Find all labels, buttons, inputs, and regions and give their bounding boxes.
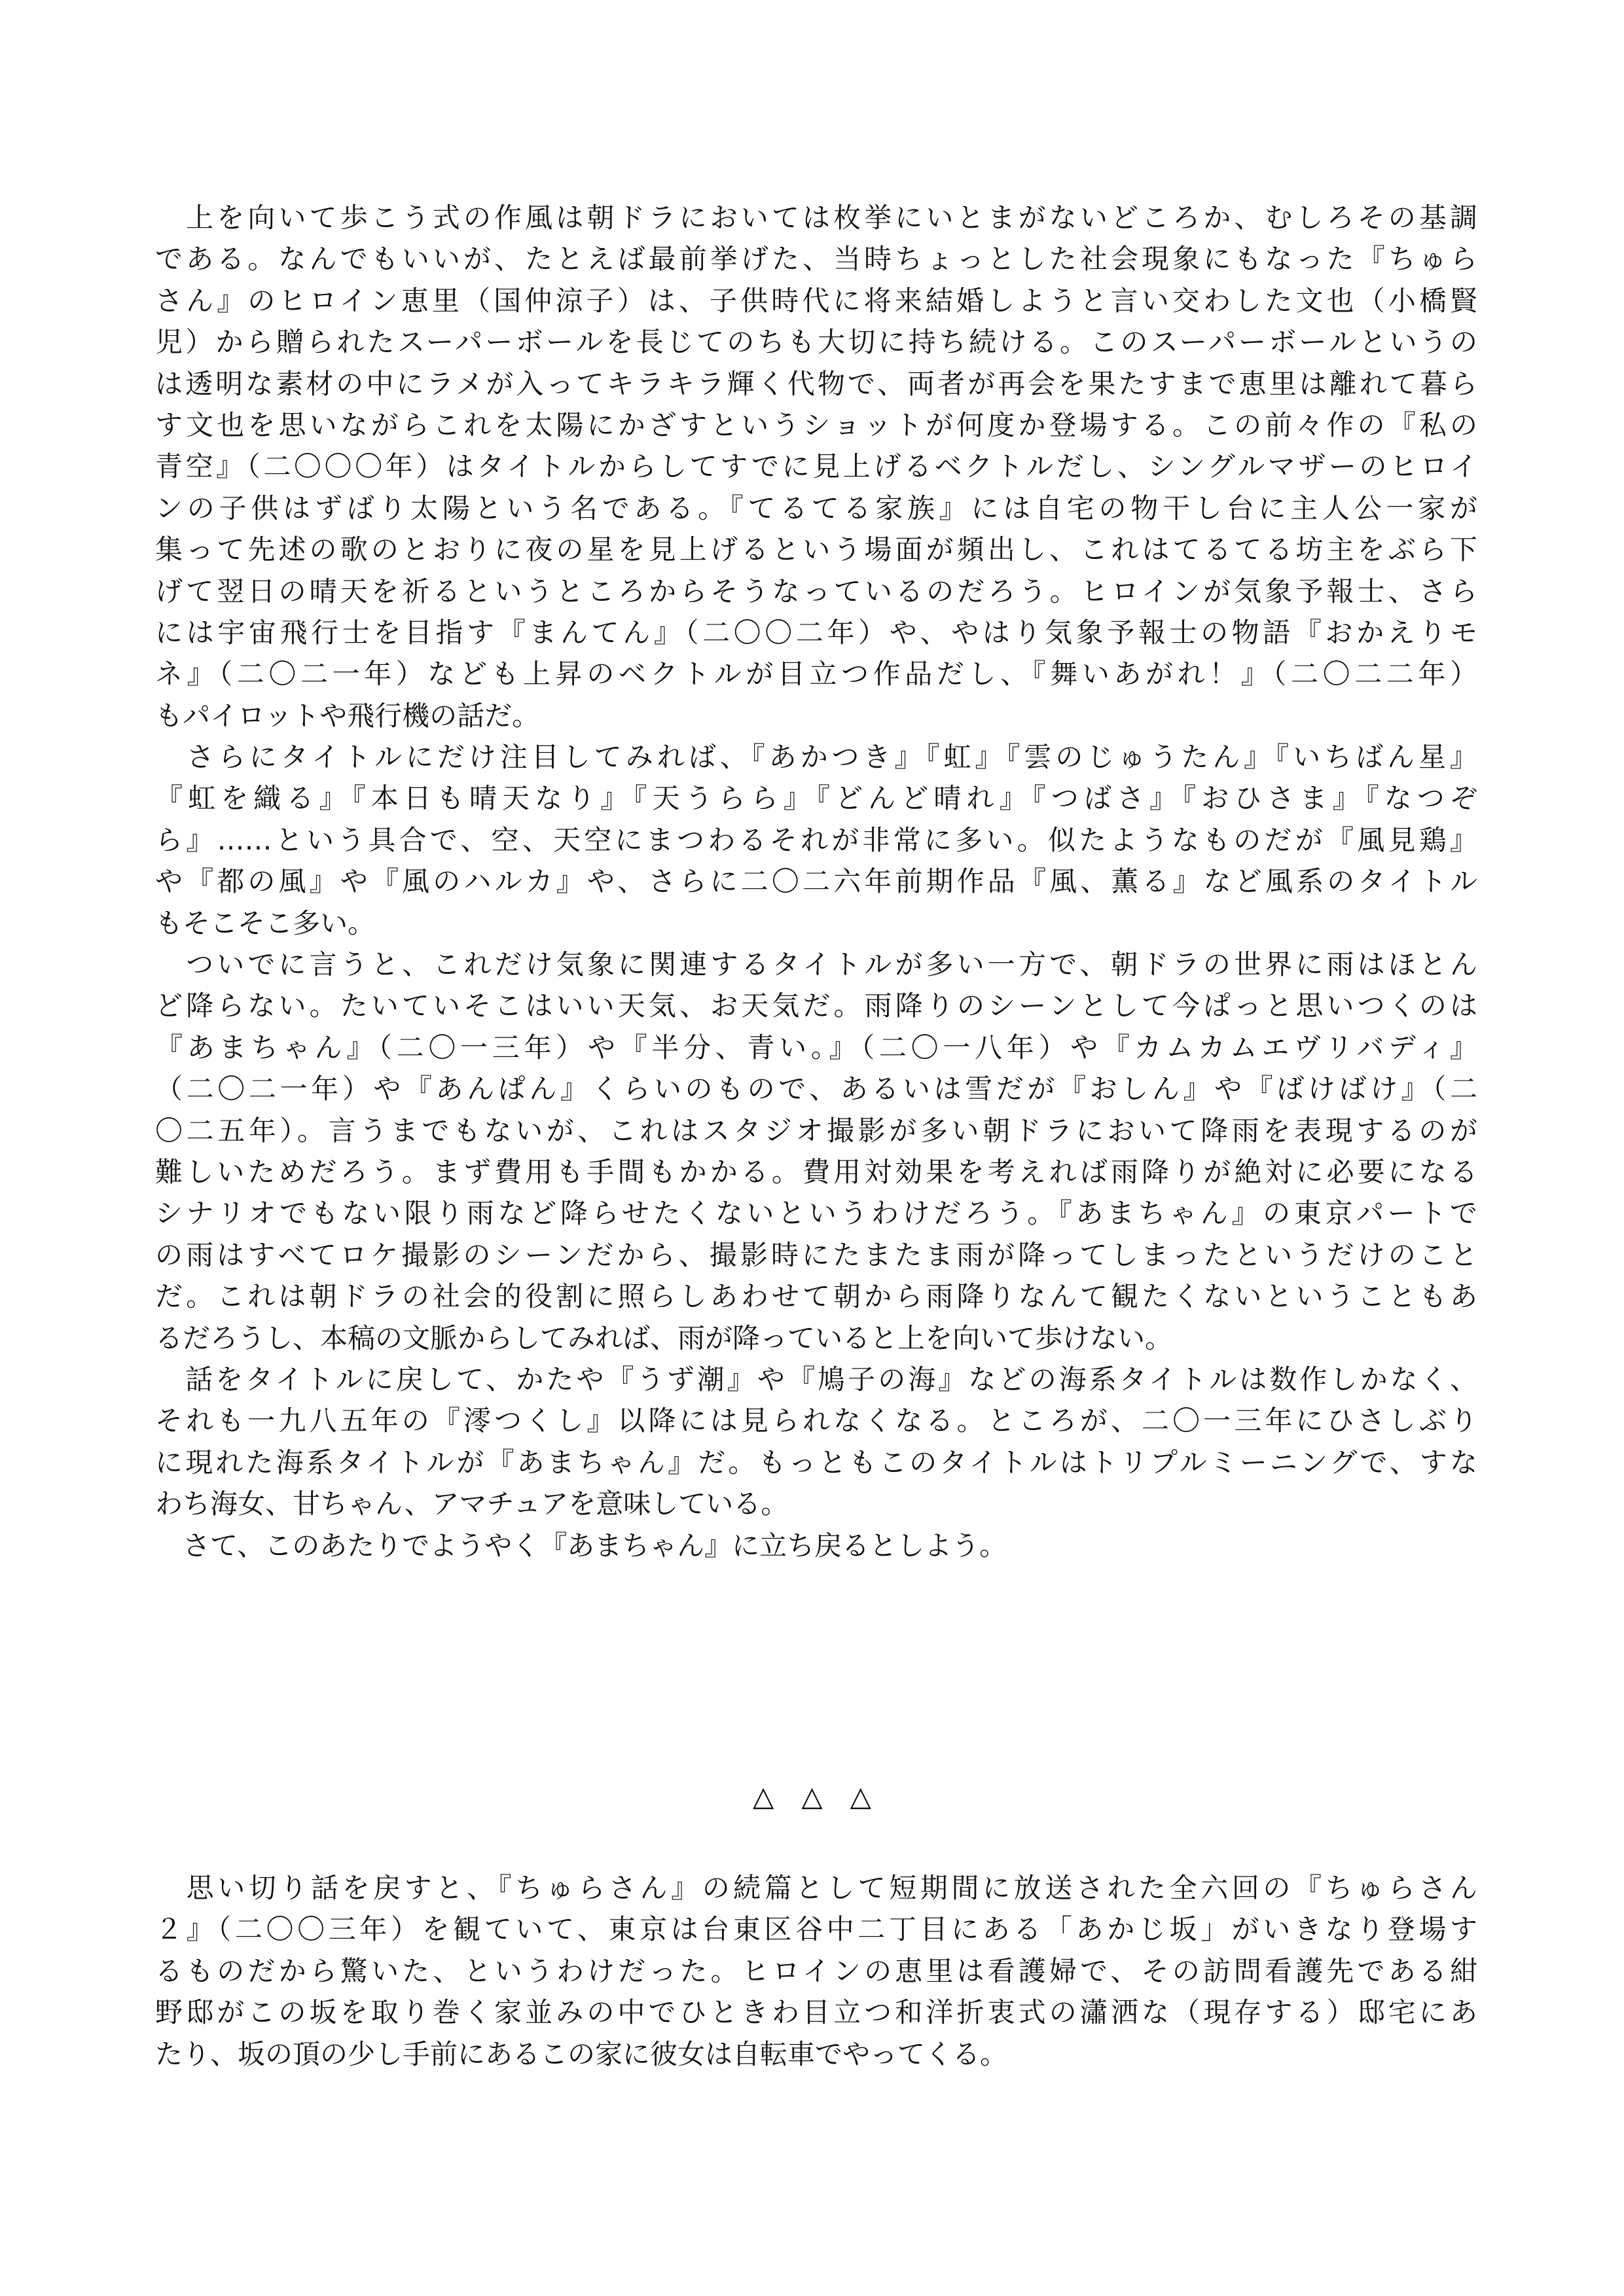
text-line: 児）から贈られたスーパーボールを長じてのちも大切に持ち続ける。このスーパーボールというの <box>155 326 1477 359</box>
section-divider: △ △ △ <box>753 1780 871 1812</box>
text-line: 思い切り話を戻すと、『ちゅらさん』の続篇として短期間に放送された全六回の『ちゅらさん <box>155 1872 1477 1904</box>
text-line: である。なんでもいいが、たとえば最前挙げた、当時ちょっとした社会現象にもなった『ちゅら <box>155 243 1477 276</box>
text-line: 上を向いて歩こう式の作風は朝ドラにおいては枚挙にいとまがないどころか、むしろその基調 <box>155 202 1477 234</box>
text-line: す文也を思いながらこれを太陽にかざすというショットが何度か登場する。この前々作の『私の <box>155 408 1477 441</box>
text-line: シナリオでもない限り雨など降らせたくないというわけだろう。『あまちゃん』の東京パートで <box>155 1197 1477 1230</box>
text-line: 〇二五年）。言うまでもないが、これはスタジオ撮影が多い朝ドラにおいて降雨を表現するのが <box>155 1114 1477 1147</box>
text-line: ど降らない。たいていそこはいい天気、お天気だ。雨降りのシーンとして今ぱっと思いつくのは <box>155 990 1477 1022</box>
body-text-section-1 <box>155 197 1477 1566</box>
text-line: （二〇二一年）や『あんぱん』くらいのもので、あるいは雪だが『おしん』や『ばけばけ』（二 <box>155 1073 1477 1105</box>
text-line: だ。これは朝ドラの社会的役割に照らしあわせて朝から雨降りなんて観たくないということもあ <box>155 1280 1477 1313</box>
text-line: ら』……という具合で、空、天空にまつわるそれが非常に多い。似たようなものだが『風見鶏』 <box>155 823 1477 856</box>
text-line: や『都の風』や『風のハルカ』や、さらに二〇二六年前期作品『風、薫る』など風系のタイトル <box>155 865 1477 898</box>
text-line: 話をタイトルに戻して、かたや『うず潮』や『鳩子の海』などの海系タイトルは数作しかなく、 <box>155 1363 1477 1395</box>
text-line: 『あまちゃん』（二〇一三年）や『半分、青い。』（二〇一八年）や『カムカムエヴリバディ』 <box>155 1031 1477 1064</box>
text-line: それも一九八五年の『澪つくし』以降には見られなくなる。ところが、二〇一三年にひさしぶり <box>155 1405 1477 1437</box>
text-line: の雨はすべてロケ撮影のシーンだから、撮影時にたまたま雨が降ってしまったというだけのこと <box>155 1238 1477 1271</box>
text-line: さん』のヒロイン恵里（国仲涼子）は、子供時代に将来結婚しようと言い交わした文也（小橋賢 <box>155 284 1477 317</box>
text-line: ２』（二〇〇三年）を観ていて、東京は台東区谷中二丁目にある「あかじ坂」がいきなり登場す <box>155 1913 1477 1946</box>
text-line: 難しいためだろう。まず費用も手間もかかる。費用対効果を考えれば雨降りが絶対に必要になる <box>155 1155 1477 1188</box>
text-line: 『虹を織る』『本日も晴天なり』『天うらら』『どんど晴れ』『つばさ』『おひさま』『なつぞ <box>155 782 1477 815</box>
text-line: るだろうし、本稿の文脈からしてみれば、雨が降っていると上を向いて歩けない。 <box>155 1321 1173 1354</box>
text-line: さらにタイトルにだけ注目してみれば、『あかつき』『虹』『雲のじゅうたん』『いちばん星』 <box>155 741 1477 774</box>
body-text-section-2 <box>155 1867 1477 2075</box>
text-line: わち海女、甘ちゃん、アマチュアを意味している。 <box>155 1488 789 1520</box>
text-line: 青空』（二〇〇〇年）はタイトルからしてすでに見上げるベクトルだし、シングルマザーのヒロイ <box>155 450 1477 483</box>
text-line: ンの子供はずばり太陽という名である。『てるてる家族』には自宅の物干し台に主人公一家が <box>155 492 1477 524</box>
text-line: には宇宙飛行士を目指す『まんてん』（二〇〇二年）や、やはり気象予報士の物語『おかえりモ <box>155 616 1477 649</box>
text-line: るものだから驚いた、というわけだった。ヒロインの恵里は看護婦で、その訪問看護先である紺 <box>155 1954 1477 1987</box>
text-line: もパイロットや飛行機の話だ。 <box>155 699 540 732</box>
text-line: 集って先述の歌のとおりに夜の星を見上げるという場面が頻出し、これはてるてる坊主をぶら下 <box>155 533 1477 566</box>
text-line: ついでに言うと、これだけ気象に関連するタイトルが多い一方で、朝ドラの世界に雨はほとん <box>155 948 1477 981</box>
text-line: げて翌日の晴天を祈るというところからそうなっているのだろう。ヒロインが気象予報士、さら <box>155 575 1477 607</box>
text-line: もそこそこ多い。 <box>155 906 376 939</box>
text-line: は透明な素材の中にラメが入ってキラキラ輝く代物で、両者が再会を果たすまで恵里は離れて暮ら <box>155 367 1477 400</box>
text-line: たり、坂の頂の少し手前にあるこの家に彼女は自転車でやってくる。 <box>155 2037 1008 2070</box>
text-line: に現れた海系タイトルが『あまちゃん』だ。もっともこのタイトルはトリプルミーニングで、すな <box>155 1446 1477 1479</box>
text-line: さて、このあたりでようやく『あまちゃん』に立ち戻るとしよう。 <box>155 1529 1007 1562</box>
text-line: ネ』（二〇二一年）なども上昇のベクトルが目立つ作品だし、『舞いあがれ！』（二〇二二年） <box>155 658 1477 691</box>
text-line: 野邸がこの坂を取り巻く家並みの中でひときわ目立つ和洋折衷式の瀟洒な（現存する）邸宅にあ <box>155 1996 1477 2029</box>
